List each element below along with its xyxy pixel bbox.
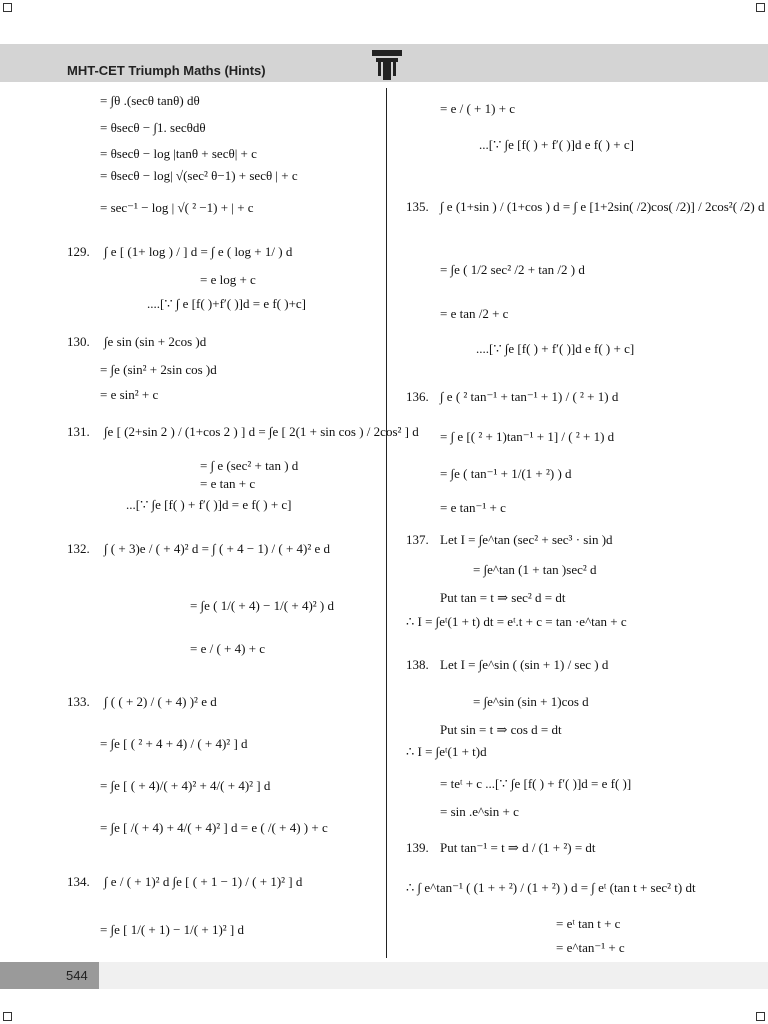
solution-line: = e tan + c bbox=[200, 476, 256, 491]
solution-line: Let I = ∫e^tan (sec² + sec³ · sin )d bbox=[440, 532, 613, 547]
solution-line: = e tan /2 + c bbox=[440, 306, 509, 321]
solution-line: ...[∵ ∫e [f( ) + f′( )]d e f( ) + c] bbox=[479, 137, 634, 152]
solution-line: = ∫e [ 1/( + 1) − 1/( + 1)² ] d bbox=[100, 922, 245, 937]
solution-line: = ∫ e [( ² + 1)tan⁻¹ + 1] / ( ² + 1) d bbox=[440, 429, 615, 444]
header-title: MHT-CET Triumph Maths (Hints) bbox=[67, 63, 266, 78]
problem-number: 133. bbox=[67, 694, 90, 709]
solution-line: = ∫e^sin (sin + 1)cos d bbox=[473, 694, 589, 709]
solution-line: = e^tan⁻¹ + c bbox=[556, 940, 625, 955]
solution-line: = e sin² + c bbox=[100, 387, 159, 402]
solution-line: ∴ I = ∫eᵗ(1 + t) dt = eᵗ.t + c = tan ·e^tan + c bbox=[406, 614, 627, 629]
solution-line: = eᵗ tan t + c bbox=[556, 916, 621, 931]
solution-line: = θsecθ − log |tanθ + secθ| + c bbox=[100, 146, 257, 161]
problem-number: 139. bbox=[406, 840, 429, 855]
solution-line: = ∫e^tan (1 + tan )sec² d bbox=[473, 562, 597, 577]
solution-line: = ∫e [ ( ² + 4 + 4) / ( + 4)² ] d bbox=[100, 736, 248, 751]
problem-number: 129. bbox=[67, 244, 90, 259]
solution-line: = θsecθ − log| √(sec² θ−1) + secθ | + c bbox=[100, 168, 298, 183]
solution-line: = e tan⁻¹ + c bbox=[440, 500, 506, 515]
problem-number: 136. bbox=[406, 389, 429, 404]
problem-number: 138. bbox=[406, 657, 429, 672]
problem-number: 134. bbox=[67, 874, 90, 889]
problem-number: 130. bbox=[67, 334, 90, 349]
solution-line: ∫ ( ( + 2) / ( + 4) )² e d bbox=[104, 694, 217, 709]
solution-line: = ∫ e (sec² + tan ) d bbox=[200, 458, 299, 473]
solution-line: = ∫θ .(secθ tanθ) dθ bbox=[100, 93, 200, 108]
crop-mark-top-right bbox=[756, 3, 765, 12]
solution-line: = ∫e ( tan⁻¹ + 1/(1 + ²) ) d bbox=[440, 466, 572, 481]
solution-line: ∴ ∫ e^tan⁻¹ ( (1 + + ²) / (1 + ²) ) d = ∫ eᵗ (tan t + sec² t) dt bbox=[406, 880, 696, 895]
crop-mark-bottom-left bbox=[3, 1012, 12, 1021]
solution-line: Put tan = t ⇒ sec² d = dt bbox=[440, 590, 566, 605]
solution-line: = ∫e [ /( + 4) + 4/( + 4)² ] d = e ( /( + 4) ) + c bbox=[100, 820, 328, 835]
solution-line: Put tan⁻¹ = t ⇒ d / (1 + ²) = dt bbox=[440, 840, 596, 855]
solution-line: = e log + c bbox=[200, 272, 256, 287]
solution-line: ∫ ( + 3)e / ( + 4)² d = ∫ ( + 4 − 1) / ( + 4)² e d bbox=[104, 541, 331, 556]
problem-number: 131. bbox=[67, 424, 90, 439]
crop-mark-top-left bbox=[3, 3, 12, 12]
solution-line: ....[∵ ∫e [f( ) + f′( )]d e f( ) + c] bbox=[476, 341, 635, 356]
solution-line: ∫e [ (2+sin 2 ) / (1+cos 2 ) ] d = ∫e [ 2(1 + sin cos ) / 2cos² ] d bbox=[104, 424, 419, 439]
solution-line: = sin .e^sin + c bbox=[440, 804, 519, 819]
solution-line: = ∫e (sin² + 2sin cos )d bbox=[100, 362, 217, 377]
solution-line: ...[∵ ∫e [f( ) + f′( )]d = e f( ) + c] bbox=[126, 497, 292, 512]
solution-line: = e / ( + 4) + c bbox=[190, 641, 266, 656]
solution-line: = sec⁻¹ − log | √( ² −1) + | + c bbox=[100, 200, 254, 215]
problem-number: 135. bbox=[406, 199, 429, 214]
solution-line: ∫ e [ (1+ log ) / ] d = ∫ e ( log + 1/ ) d bbox=[104, 244, 293, 259]
solution-line: ....[∵ ∫ e [f( )+f′( )]d = e f( )+c] bbox=[147, 296, 307, 311]
problem-number: 132. bbox=[67, 541, 90, 556]
solution-line: ∫ e ( ² tan⁻¹ + tan⁻¹ + 1) / ( ² + 1) d bbox=[440, 389, 619, 404]
solution-line: ∫ e / ( + 1)² d ∫e [ ( + 1 − 1) / ( + 1)² ] d bbox=[104, 874, 303, 889]
solution-line: Let I = ∫e^sin ( (sin + 1) / sec ) d bbox=[440, 657, 609, 672]
solution-line: = θsecθ − ∫1. secθdθ bbox=[100, 120, 206, 135]
solution-line: = e / ( + 1) + c bbox=[440, 101, 516, 116]
publisher-logo bbox=[368, 46, 406, 82]
solution-line: ∴ I = ∫eᵗ(1 + t)d bbox=[406, 744, 487, 759]
solution-line: = ∫e [ ( + 4)/( + 4)² + 4/( + 4)² ] d bbox=[100, 778, 271, 793]
solution-line: = ∫e ( 1/2 sec² /2 + tan /2 ) d bbox=[440, 262, 585, 277]
solution-line: ∫ e (1+sin ) / (1+cos ) d = ∫ e [1+2sin( /2)cos( /2)] / 2cos²( /2) d bbox=[440, 199, 765, 214]
solution-line: = teᵗ + c ...[∵ ∫e [f( ) + f′( )]d = e f( )] bbox=[440, 776, 632, 791]
page-number: 544 bbox=[66, 968, 88, 983]
column-divider bbox=[386, 88, 387, 958]
solution-line: = ∫e ( 1/( + 4) − 1/( + 4)² ) d bbox=[190, 598, 335, 613]
page-footer bbox=[0, 962, 768, 989]
solution-line: Put sin = t ⇒ cos d = dt bbox=[440, 722, 562, 737]
solution-line: ∫e sin (sin + 2cos )d bbox=[104, 334, 207, 349]
crop-mark-bottom-right bbox=[756, 1012, 765, 1021]
problem-number: 137. bbox=[406, 532, 429, 547]
